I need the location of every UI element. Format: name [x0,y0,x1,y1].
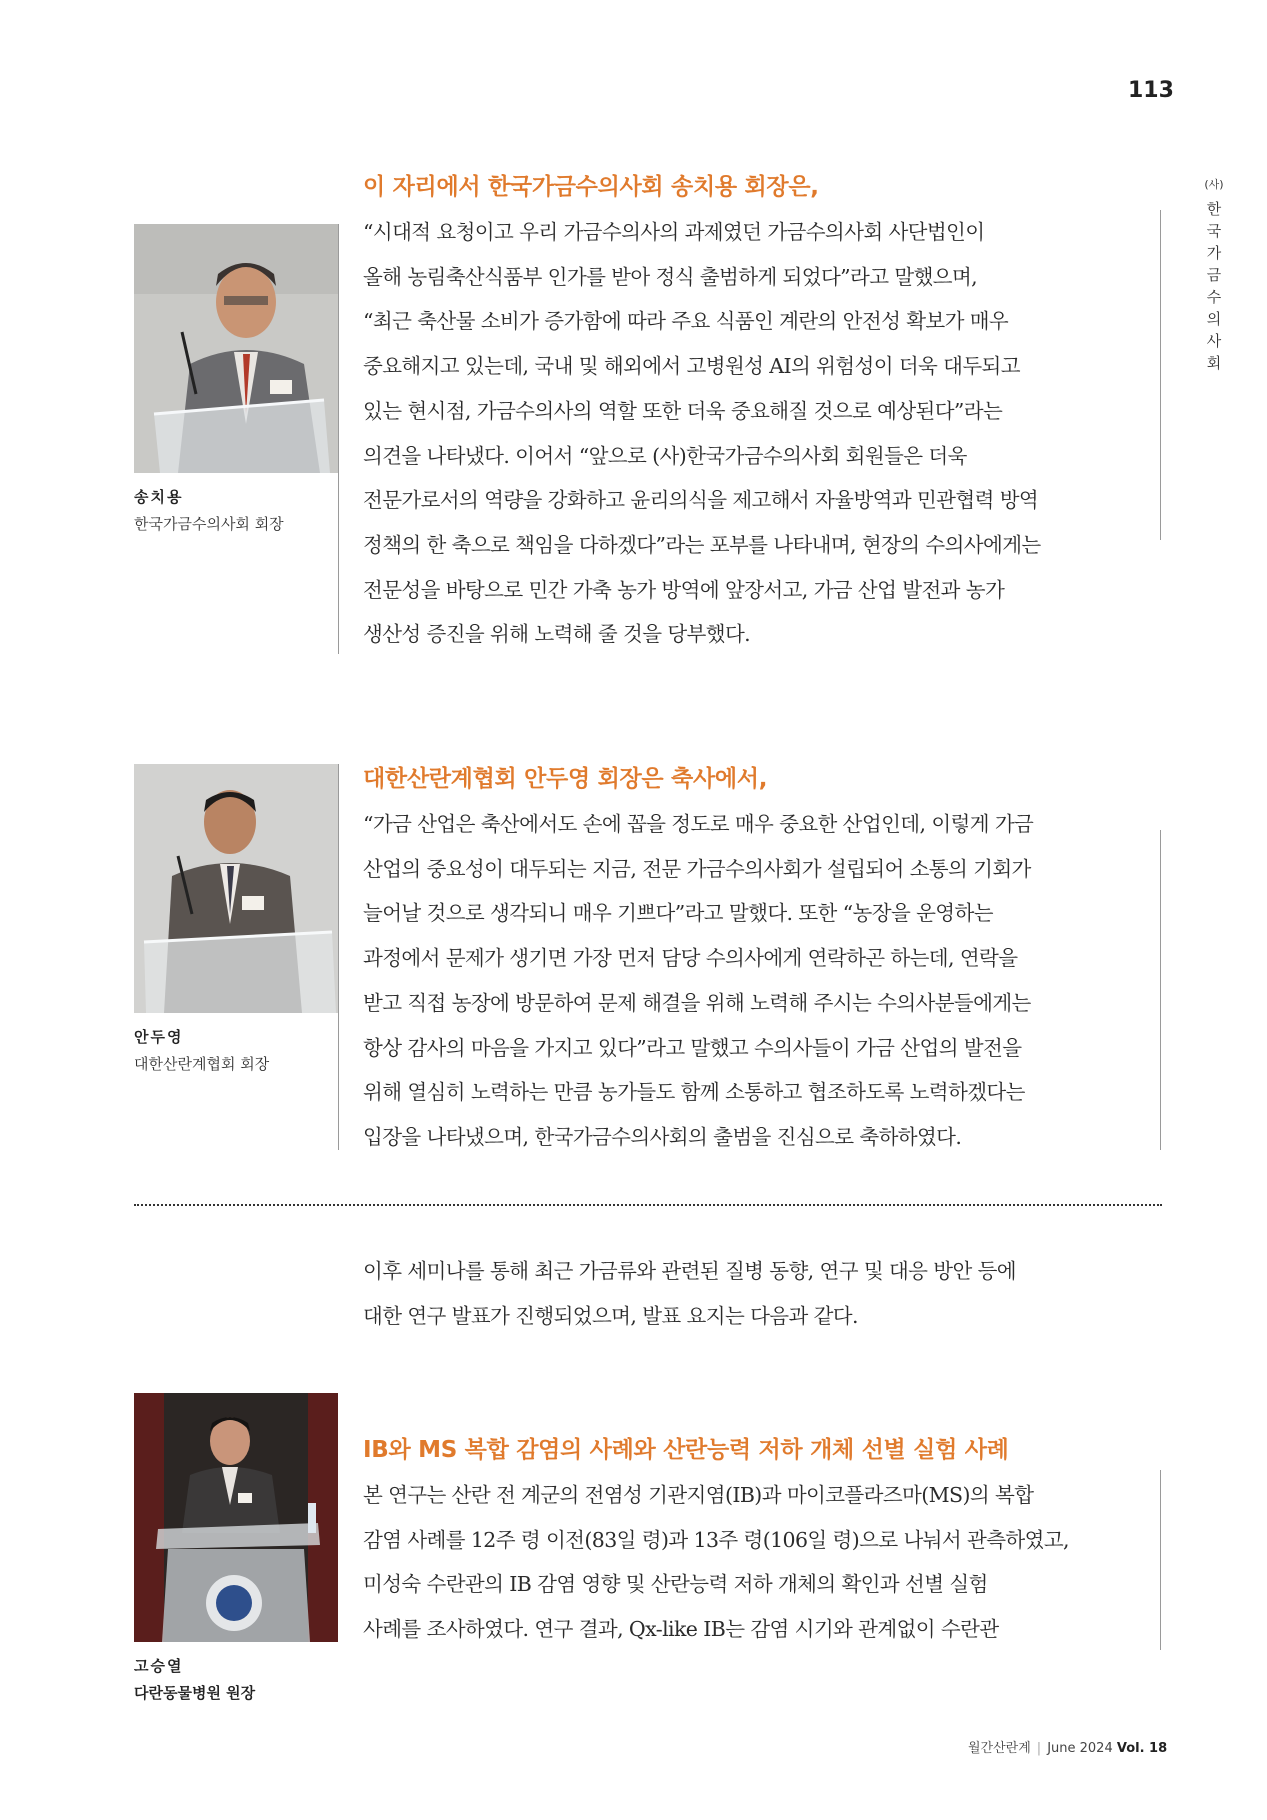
presenter-photo [134,1393,338,1642]
side-label-char: 국 [1206,222,1222,240]
body-line: 본 연구는 산란 전 계군의 전염성 기관지염(IB)과 마이코플라즈마(MS)의 복합 [363,1483,1034,1507]
presentation-rule [1160,1470,1161,1650]
intro-text [363,1249,1153,1338]
section-1-headline: 이 자리에서 한국가금수의사회 송치용 회장은, [363,174,819,200]
body-line: 정책의 한 축으로 책임을 다하겠다”라는 포부를 나타내며, 현장의 수의사에게는 [363,532,1041,557]
body-line: 올해 농림축산식품부 인가를 받아 정식 출범하게 되었다”라고 말했으며, [363,264,978,289]
body-line: 위해 열심히 노력하는 만큼 농가들도 함께 소통하고 협조하도록 노력하겠다는 [363,1080,1025,1105]
side-label-char: 금 [1206,266,1222,284]
footer-volume: Vol. 18 [1116,1741,1168,1756]
page-number: 113 [1128,78,1174,103]
speaker-title-1: 한국가금수의사회 회장 [134,515,284,533]
body-line: 전문성을 바탕으로 민간 가축 농가 방역에 앞장서고, 가금 산업 발전과 농가 [363,577,1005,602]
body-line: 늘어날 것으로 생각되니 매우 기쁘다”라고 말했다. 또한 “농장을 운영하는 [363,901,993,926]
body-line: 의견을 나타냈다. 이어서 “앞으로 (사)한국가금수의사회 회원들은 더욱 [363,443,967,468]
speaker-name-1: 송치용 [134,488,184,506]
body-line: 중요해지고 있는데, 국내 및 해외에서 고병원성 AI의 위험성이 더욱 대두되고 [363,354,1020,379]
body-line: 과정에서 문제가 생기면 가장 먼저 담당 수의사에게 연락하곤 하는데, 연락을 [363,946,1018,971]
body-line: 입장을 나타냈으며, 한국가금수의사회의 출범을 진심으로 축하하였다. [363,1124,962,1149]
body-line: 미성숙 수란관의 IB 감염 영향 및 산란능력 저하 개체의 확인과 선별 실험 [363,1572,988,1597]
speaker-photo-2-image [134,764,338,1013]
section-1-rule [338,224,339,654]
body-line: 받고 직접 농장에 방문하여 문제 해결을 위해 노력해 주시는 수의사분들에게는 [363,990,1031,1015]
side-label-char: 사 [1206,332,1222,350]
body-line: 감염 사례를 12주 령 이전(83일 령)과 13주 령(106일 령)으로 나눠서 관측하였고, [363,1527,1069,1552]
side-label-char: 한 [1206,200,1222,218]
speaker-title-2: 대한산란계협회 회장 [134,1055,270,1073]
section-2-rule [338,764,339,1150]
side-label-char: 수 [1206,288,1222,306]
section-2-headline: 대한산란계협회 안두영 회장은 축사에서, [363,766,768,792]
body-line: “최근 축산물 소비가 증가함에 따라 주요 식품인 계란의 안전성 확보가 매우 [363,309,1009,334]
body-line: “가금 산업은 축산에서도 손에 꼽을 정도로 매우 중요한 산업인데, 이렇게 가금 [363,812,1034,836]
side-label-vertical-text [1200,198,1228,374]
speaker-photo-2 [134,764,338,1013]
section-2-text [363,762,1153,1160]
speaker-photo-1 [134,224,338,473]
presentation-headline: IB와 MS 복합 감염의 사례와 산란능력 저하 개체 선별 실험 사례 [363,1437,1009,1463]
footer-magazine: 월간산란계 [968,1741,1031,1756]
body-line: 생산성 증진을 위해 노력해 줄 것을 당부했다. [363,622,751,647]
body-line: 대한 연구 발표가 진행되었으며, 발표 요지는 다음과 같다. [363,1303,858,1328]
dotted-divider [134,1204,1162,1206]
presentation-text [363,1433,1153,1652]
speaker-name-2: 안두영 [134,1028,184,1046]
body-line: 산업의 중요성이 대두되는 지금, 전문 가금수의사회가 설립되어 소통의 기회가 [363,856,1031,881]
page-footer [968,1737,1167,1756]
side-section-label [1200,176,1228,374]
body-line: 사례를 조사하였다. 연구 결과, Qx-like IB는 감염 시기와 관계없이 수란관 [363,1617,999,1642]
presenter-photo-image [134,1393,338,1642]
body-line: 있는 현시점, 가금수의사의 역할 또한 더욱 중요해질 것으로 예상된다”라는 [363,398,1003,423]
section-1-text [363,170,1153,657]
body-line: 전문가로서의 역량을 강화하고 윤리의식을 제고해서 자율방역과 민관협력 방역 [363,488,1039,513]
body-line: 항상 감사의 마음을 가지고 있다”라고 말했고 수의사들이 가금 산업의 발전을 [363,1035,1022,1060]
footer-separator: | [1036,1741,1042,1756]
presenter-name: 고승열 [134,1657,184,1675]
body-line: 이후 세미나를 통해 최근 가금류와 관련된 질병 동향, 연구 및 대응 방안 등에 [363,1259,1017,1283]
side-label-char: 회 [1206,354,1222,372]
section-2-right-rule [1160,830,1161,1150]
presenter-title: 다란동물병원 원장 [134,1684,256,1702]
footer-issue: June 2024 [1047,1741,1113,1756]
side-rule [1160,210,1161,540]
side-label-prefix: (사) [1204,178,1224,191]
speaker-photo-1-image [134,224,338,473]
body-line: “시대적 요청이고 우리 가금수의사의 과제였던 가금수의사회 사단법인이 [363,220,985,244]
side-label-char: 의 [1206,310,1222,328]
side-label-char: 가 [1206,244,1222,262]
